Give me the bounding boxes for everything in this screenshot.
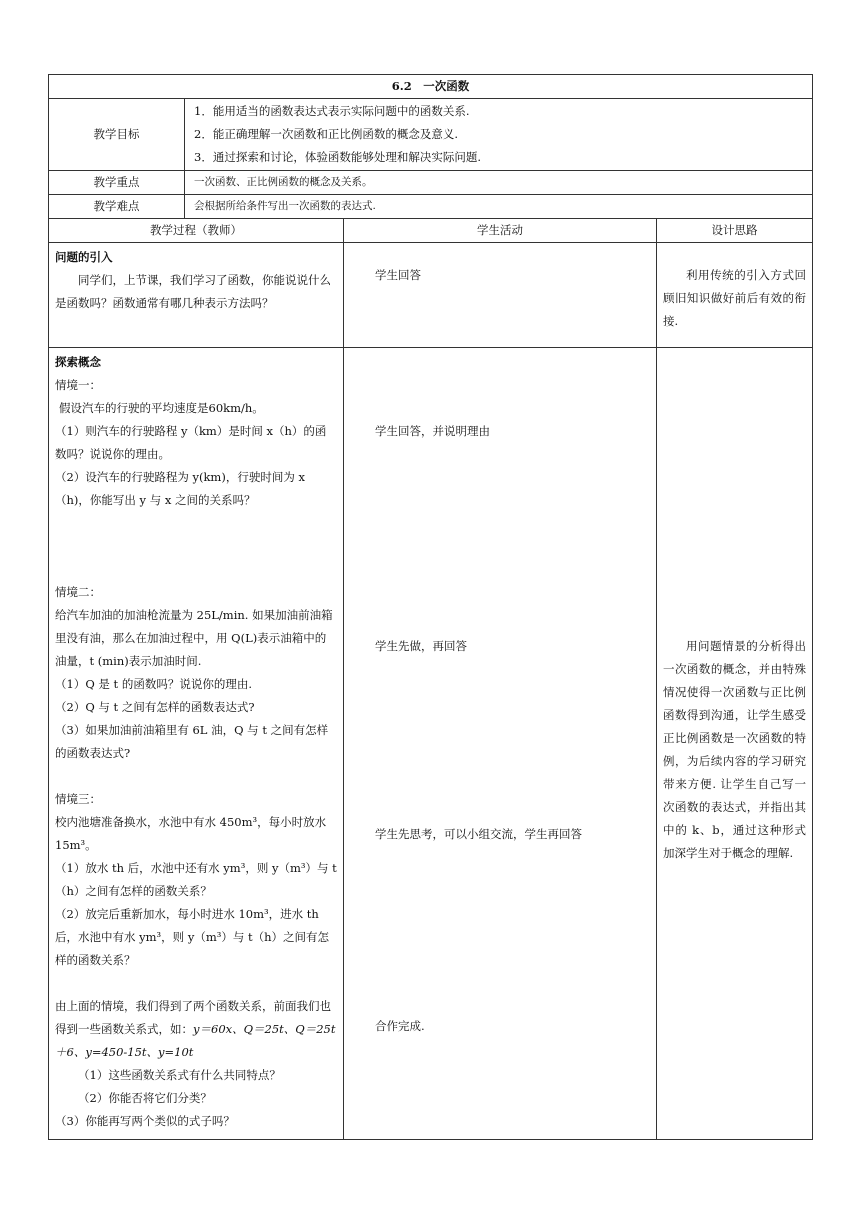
student-activity-text: 学生回答，并说明理由 <box>375 424 490 438</box>
difficulties-label: 教学难点 <box>49 195 185 219</box>
goal-item: 1．能用适当的函数表达式表示实际问题中的函数关系. <box>194 104 470 118</box>
column-header-process: 教学过程（教师） <box>49 219 344 243</box>
scenario-title: 情境一： <box>55 378 101 392</box>
scenario-question: （1）放水 th 后，水池中还有水 ym³，则 y（m³）与 t（h）之间有怎样的函数关系？ <box>55 861 337 898</box>
scenario-title: 情境三： <box>55 792 101 806</box>
section-intro-student <box>344 243 657 348</box>
design-text: 利用传统的引入方式回顾旧知识做好前后有效的衔接. <box>663 268 807 328</box>
formula-list: y＝60x、Q＝25t、Q＝25t＋6、y=450-15t、y=10t <box>55 1022 336 1059</box>
section-text: 同学们，上节课，我们学习了函数，你能说说什么是函数吗？函数通常有哪几种表示方法吗？ <box>55 273 331 310</box>
summary-question: （2）你能否将它们分类？ <box>78 1091 212 1105</box>
section-explore-student <box>344 348 657 1140</box>
column-header-student: 学生活动 <box>344 219 657 243</box>
student-activity-text: 学生先思考，可以小组交流，学生再回答 <box>375 827 582 841</box>
key-points-text: 一次函数、正比例函数的概念及关系。 <box>185 171 813 195</box>
goals-label: 教学目标 <box>49 99 185 171</box>
design-text: 用问题情景的分析得出一次函数的概念，并由特殊情况使得一次函数与正比例函数得到沟通，让学生感受正比例函数是一次函数的特例，为后续内容的学习研究带来方便. 让学生自己写一次函数的表达式，并指出其中的 k、b，通过这种形式加深学生对于概念的理解. <box>663 639 807 860</box>
section-intro-process <box>49 243 344 348</box>
scenario-question: （1）则汽车的行驶路程 y（km）是时间 x（h）的函数吗？说说你的理由。 <box>55 424 327 461</box>
lesson-plan-table <box>48 74 813 1140</box>
summary-lead: 由上面的情境，我们得到了两个函数关系，前面我们也得到一些函数关系式，如： <box>55 999 331 1036</box>
summary-question: （3）你能再写两个类似的式子吗？ <box>55 1114 235 1128</box>
goal-item: 2．能正确理解一次函数和正比例函数的概念及意义. <box>194 127 458 141</box>
scenario-question: （3）如果加油前油箱里有 6L 油，Q 与 t 之间有怎样的函数表达式? <box>55 723 329 760</box>
key-points-label: 教学重点 <box>49 171 185 195</box>
summary-text <box>55 995 337 1064</box>
goal-item: 3．通过探索和讨论，体验函数能够处理和解决实际问题. <box>194 150 481 164</box>
column-header-design: 设计思路 <box>657 219 813 243</box>
document-title: 6.2 一次函数 <box>49 75 813 99</box>
summary-question: （1）这些函数关系式有什么共同特点？ <box>78 1068 281 1082</box>
student-activity-text: 合作完成. <box>375 1019 425 1033</box>
lesson-plan-document <box>48 74 812 1140</box>
scenario-question: （2）设汽车的行驶路程为 y(km)，行驶时间为 x（h)，你能写出 y 与 x 之间的关系吗？ <box>55 470 305 507</box>
section-heading: 探索概念 <box>55 355 101 369</box>
section-intro-design <box>657 243 813 348</box>
student-activity-text: 学生先做，再回答 <box>375 639 467 653</box>
scenario-title: 情境二： <box>55 585 101 599</box>
scenario-text: 假设汽车的行驶的平均速度是60km/h。 <box>59 401 264 415</box>
scenario-question: （2）Q 与 t 之间有怎样的函数表达式? <box>55 700 255 714</box>
section-explore-design <box>657 348 813 1140</box>
scenario-question: （2）放完后重新加水，每小时进水 10m³，进水 th 后，水池中有水 ym³，则 y（m³）与 t（h）之间有怎样的函数关系？ <box>55 907 330 967</box>
difficulties-text: 会根据所给条件写出一次函数的表达式. <box>185 195 813 219</box>
scenario-question: （1）Q 是 t 的函数吗？说说你的理由. <box>55 677 252 691</box>
section-explore-process <box>49 348 344 1140</box>
student-activity-text: 学生回答 <box>375 268 421 282</box>
scenario-text: 校内池塘准备换水，水池中有水 450m³，每小时放水 15m³。 <box>55 815 327 852</box>
scenario-text: 给汽车加油的加油枪流量为 25L/min. 如果加油前油箱里没有油，那么在加油过程中，用 Q(L)表示油箱中的油量，t (min)表示加油时间. <box>55 608 333 668</box>
section-heading: 问题的引入 <box>55 250 113 264</box>
goals-cell <box>185 99 813 171</box>
